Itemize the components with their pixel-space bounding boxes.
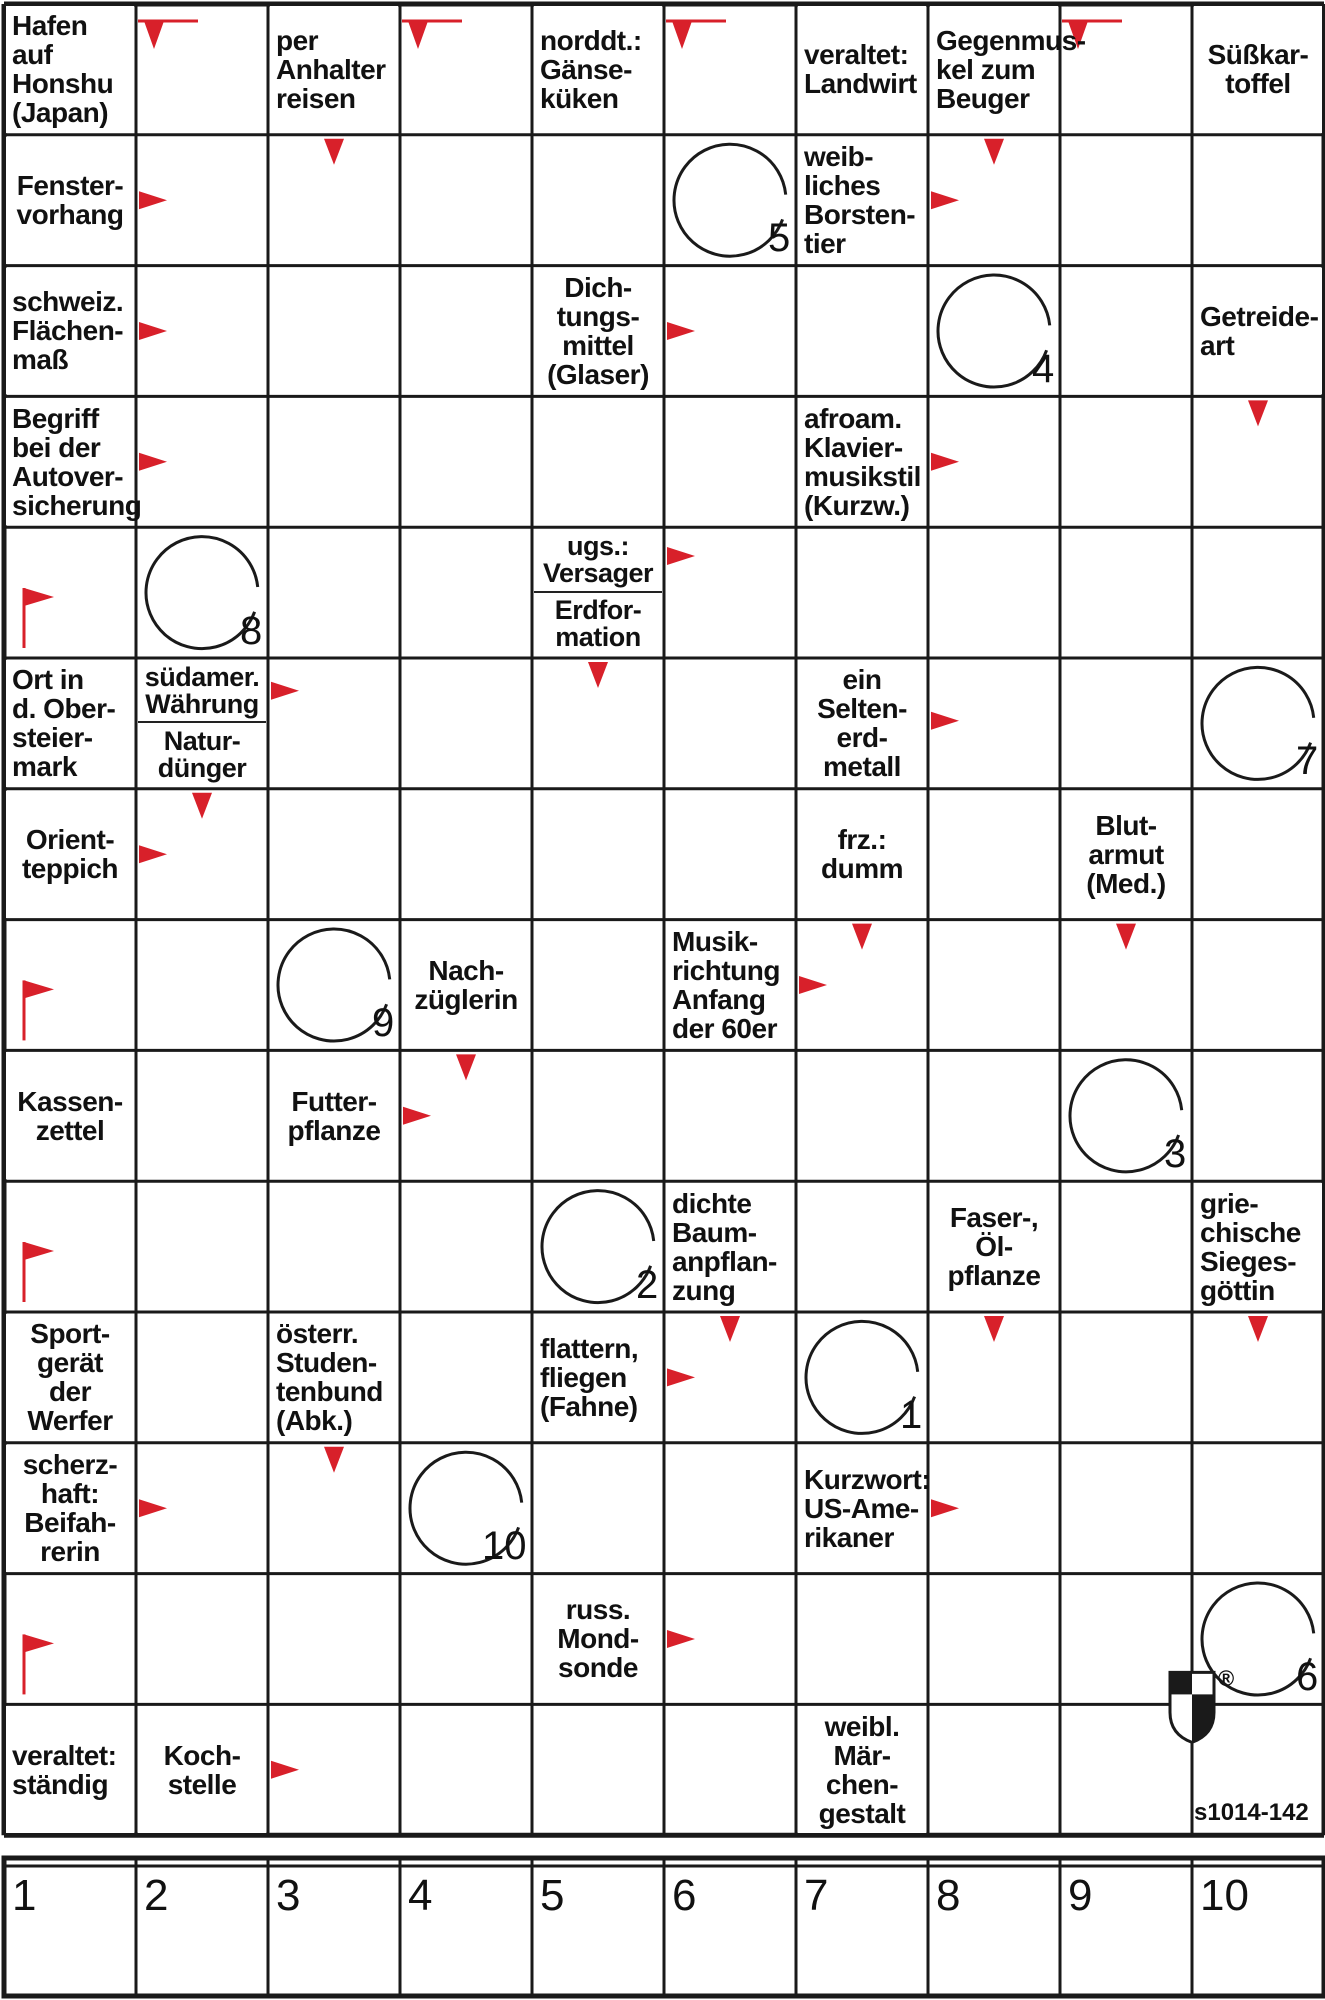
- solution-cell-number: 2: [144, 1871, 169, 1920]
- clue-text-line: (Japan): [12, 97, 109, 129]
- solution-cell-number: 8: [936, 1871, 961, 1920]
- clue-text-line: stelle: [167, 1768, 237, 1800]
- solution-cell-8[interactable]: [928, 1866, 1060, 1996]
- clue-text-line: Ort in: [12, 664, 84, 696]
- clue-r2c0: [6, 268, 134, 395]
- clue-text-line: Selten-: [817, 693, 907, 725]
- solution-circle-number: 3: [1164, 1131, 1187, 1176]
- clue-text-line: anpflan-: [672, 1245, 777, 1277]
- clue-text-line: Kassen-: [17, 1085, 123, 1117]
- clue-text-line: chische: [1200, 1216, 1301, 1248]
- clue-text-line: Baum-: [672, 1216, 757, 1248]
- clue-text-line: Öl-: [975, 1231, 1013, 1263]
- clue-r8c2: [270, 1052, 398, 1179]
- solution-cell-number: 1: [12, 1871, 37, 1920]
- clue-text-line: Natur-: [163, 726, 241, 757]
- clue-r6c8: [1062, 791, 1190, 918]
- clue-text-line: Süßkar-: [1207, 39, 1309, 71]
- solution-cell-10[interactable]: [1192, 1866, 1324, 1996]
- clue-text-line: veraltet:: [804, 39, 909, 71]
- solution-cell-9[interactable]: [1060, 1866, 1192, 1996]
- clue-text-line: ein: [842, 664, 882, 696]
- clue-r10c4: [534, 1314, 662, 1441]
- clue-r1c6: [798, 137, 926, 264]
- clue-text-line: teppich: [21, 853, 119, 885]
- solution-circle-number: 8: [240, 608, 263, 653]
- clue-text-line: Währung: [145, 688, 259, 719]
- solution-cell-number: 10: [1200, 1871, 1249, 1920]
- clue-text-line: auf: [12, 39, 53, 71]
- clue-r0c0: [6, 6, 134, 133]
- clue-text-line: (Glaser): [547, 358, 649, 390]
- clue-text-line: Fenster-: [16, 170, 124, 202]
- solution-cell-number: 9: [1068, 1871, 1093, 1920]
- clue-text-line: Futter-: [291, 1085, 377, 1117]
- clue-text-line: ugs.:: [567, 530, 629, 561]
- clue-text-line: mark: [12, 751, 77, 783]
- clue-text-line: Musik-: [672, 925, 758, 957]
- solution-cell-number: 7: [804, 1871, 829, 1920]
- clue-text-line: Getreide-: [1200, 300, 1319, 332]
- clue-text-line: fliegen: [540, 1361, 627, 1393]
- clue-text-line: Sieges-: [1200, 1245, 1297, 1277]
- clue-text-line: art: [1200, 329, 1235, 361]
- clue-text-line: flattern,: [540, 1332, 639, 1364]
- solution-cell-5[interactable]: [532, 1866, 664, 1996]
- solution-cell-7[interactable]: [796, 1866, 928, 1996]
- clue-text-line: gestalt: [818, 1797, 906, 1829]
- clue-r2c9: [1194, 268, 1322, 395]
- clue-r5c6: [798, 660, 926, 787]
- clue-text-line: reisen: [276, 82, 356, 114]
- solution-circle-number: 4: [1032, 347, 1055, 391]
- clue-text-line: Erdfor-: [554, 595, 642, 626]
- clue-text-line: armut: [1088, 838, 1164, 870]
- clue-r11c0: [6, 1445, 134, 1572]
- clue-text-line: Koch-: [163, 1739, 241, 1771]
- clue-text-line: maß: [12, 344, 69, 376]
- clue-text-line: dünger: [157, 753, 247, 784]
- clue-text-line: (Kurzw.): [804, 489, 910, 521]
- solution-cell-number: 5: [540, 1871, 565, 1920]
- clue-text-line: Blut-: [1095, 809, 1157, 841]
- clue-text-line: scherz-: [22, 1449, 118, 1481]
- clue-text-line: tungs-: [556, 300, 640, 332]
- clue-r3c6: [798, 398, 926, 525]
- solution-cell-6[interactable]: [664, 1866, 796, 1996]
- clue-r4c4-split: [534, 529, 662, 656]
- solution-cell-number: 3: [276, 1871, 301, 1920]
- clue-r0c7: [930, 6, 1086, 133]
- clue-r2c4: [534, 268, 662, 395]
- clue-text-line: Anfang: [672, 983, 766, 1015]
- clue-text-line: südamer.: [144, 661, 260, 692]
- clue-text-line: Orient-: [25, 824, 115, 856]
- clue-text-line: haft:: [40, 1478, 100, 1510]
- clue-r13c0: [6, 1706, 134, 1833]
- clue-text-line: weibl.: [824, 1710, 900, 1742]
- clue-r6c6: [798, 791, 926, 918]
- clue-r6c0: [6, 791, 134, 918]
- registered-mark: ®: [1218, 1666, 1235, 1692]
- solution-cell-3[interactable]: [268, 1866, 400, 1996]
- clue-text-line: göttin: [1200, 1274, 1275, 1306]
- clue-text-line: kel zum: [936, 53, 1036, 85]
- clue-text-line: der: [48, 1376, 92, 1408]
- solution-cell-2[interactable]: [136, 1866, 268, 1996]
- solution-circle-number: 1: [900, 1393, 923, 1438]
- clue-text-line: mittel: [562, 329, 634, 361]
- clue-text-line: Beuger: [936, 82, 1030, 114]
- clue-text-line: Mär-: [833, 1739, 891, 1771]
- clue-r12c4: [534, 1576, 662, 1703]
- clue-r5c1b: [138, 723, 266, 786]
- clue-r10c2: [270, 1314, 398, 1441]
- clue-text-line: züglerin: [414, 983, 518, 1015]
- clue-text-line: dichte: [672, 1187, 752, 1219]
- solution-circle-number: 9: [372, 1001, 395, 1045]
- solution-circle-number: 7: [1296, 739, 1319, 784]
- clue-text-line: Dich-: [564, 271, 632, 303]
- clue-r0c4: [534, 6, 662, 133]
- solution-cell-1[interactable]: [4, 1866, 136, 1996]
- clue-text-line: Gänse-: [540, 53, 632, 85]
- clue-r7c3: [402, 922, 530, 1049]
- clue-text-line: norddt.:: [540, 24, 642, 56]
- clue-text-line: küken: [540, 82, 619, 114]
- clue-text-line: US-Ame-: [804, 1492, 919, 1524]
- clue-text-line: Studen-: [276, 1347, 377, 1379]
- clue-text-line: richtung: [672, 954, 780, 986]
- clue-text-line: zettel: [35, 1114, 105, 1146]
- clue-text-line: liches: [804, 170, 881, 202]
- solution-circle-number: 5: [768, 216, 791, 261]
- clue-text-line: österr.: [276, 1318, 359, 1350]
- clue-text-line: Hafen: [12, 10, 88, 42]
- clue-text-line: per: [276, 24, 319, 56]
- clue-text-line: tier: [804, 228, 846, 260]
- clue-r4c4a: [534, 529, 662, 592]
- clue-text-line: russ.: [565, 1594, 631, 1626]
- clue-text-line: toffel: [1225, 68, 1291, 100]
- clue-text-line: gerät: [37, 1347, 103, 1379]
- clue-text-line: Werfer: [27, 1405, 113, 1437]
- solution-circle-number: 6: [1296, 1655, 1319, 1699]
- clue-r9c5: [666, 1183, 794, 1310]
- clue-text-line: zung: [672, 1274, 736, 1306]
- clue-text-line: Kurzwort:: [804, 1463, 931, 1495]
- clue-text-line: Klavier-: [804, 431, 903, 463]
- clue-text-line: (Med.): [1086, 867, 1166, 899]
- clue-text-line: Beifah-: [24, 1507, 116, 1539]
- clue-text-line: Mond-: [557, 1623, 639, 1655]
- clue-text-line: Versager: [542, 557, 654, 588]
- clue-text-line: (Abk.): [276, 1405, 353, 1437]
- clue-r9c9: [1194, 1183, 1322, 1310]
- clue-text-line: chen-: [825, 1768, 899, 1800]
- clue-text-line: dumm: [821, 853, 903, 885]
- clue-text-line: rikaner: [804, 1521, 894, 1553]
- clue-text-line: rerin: [40, 1536, 100, 1568]
- puzzle-code: s1014-142: [1194, 1799, 1309, 1827]
- clue-text-line: sicherung: [12, 489, 142, 521]
- clue-r5c1-split: [138, 660, 266, 787]
- clue-text-line: pflanze: [287, 1114, 381, 1146]
- clue-text-line: frz.:: [837, 824, 887, 856]
- clue-r13c6: [798, 1706, 926, 1833]
- clue-r8c0: [6, 1052, 134, 1179]
- clue-text-line: Begriff: [12, 402, 99, 434]
- clue-text-line: veraltet:: [12, 1739, 117, 1771]
- clue-text-line: Flächen-: [12, 315, 124, 347]
- clue-text-line: metall: [823, 751, 901, 783]
- clue-text-line: vorhang: [16, 199, 124, 231]
- solution-circle-number: 10: [482, 1524, 527, 1569]
- clue-text-line: sonde: [558, 1652, 638, 1684]
- clue-text-line: Sport-: [30, 1318, 110, 1350]
- clue-text-line: Honshu: [12, 68, 114, 100]
- clue-text-line: grie-: [1200, 1187, 1259, 1219]
- clue-text-line: erd-: [836, 722, 888, 754]
- clue-text-line: mation: [555, 622, 641, 653]
- clue-r0c9: [1194, 6, 1322, 133]
- solution-cell-number: 6: [672, 1871, 697, 1920]
- clue-text-line: ständig: [12, 1768, 109, 1800]
- solution-cell-4[interactable]: [400, 1866, 532, 1996]
- clue-text-line: tenbund: [276, 1376, 383, 1408]
- clue-r13c1: [138, 1706, 266, 1833]
- clue-r7c5: [666, 922, 794, 1049]
- clue-text-line: Autover-: [12, 460, 124, 492]
- clue-r4c4b: [534, 593, 662, 656]
- clue-text-line: Borsten-: [804, 199, 916, 231]
- clue-text-line: bei der: [12, 431, 101, 463]
- clue-text-line: steier-: [12, 722, 93, 754]
- clue-text-line: musikstil: [804, 460, 921, 492]
- clue-r10c0: [6, 1314, 134, 1441]
- clue-r0c2: [270, 6, 398, 133]
- solution-cell-number: 4: [408, 1871, 433, 1920]
- clue-r3c0: [6, 398, 142, 525]
- clue-text-line: Landwirt: [804, 68, 917, 100]
- clue-text-line: Anhalter: [276, 53, 386, 85]
- clue-text-line: Nach-: [428, 954, 504, 986]
- clue-text-line: Faser-,: [949, 1202, 1039, 1234]
- clue-text-line: (Fahne): [540, 1390, 638, 1422]
- clue-r9c7: [930, 1183, 1058, 1310]
- clue-text-line: pflanze: [947, 1260, 1041, 1292]
- clue-r11c6: [798, 1445, 931, 1572]
- clue-text-line: d. Ober-: [12, 693, 116, 725]
- clue-r0c6: [798, 6, 926, 133]
- solution-circle-number: 2: [636, 1262, 659, 1307]
- clue-r5c0: [6, 660, 134, 787]
- clue-text-line: weib-: [804, 141, 874, 173]
- clue-text-line: der 60er: [672, 1012, 777, 1044]
- clue-r1c0: [6, 137, 134, 264]
- clue-text-line: schweiz.: [12, 286, 124, 318]
- clue-r5c1a: [138, 660, 266, 723]
- clue-text-line: afroam.: [804, 402, 902, 434]
- clue-text-line: Gegenmus-: [936, 24, 1086, 56]
